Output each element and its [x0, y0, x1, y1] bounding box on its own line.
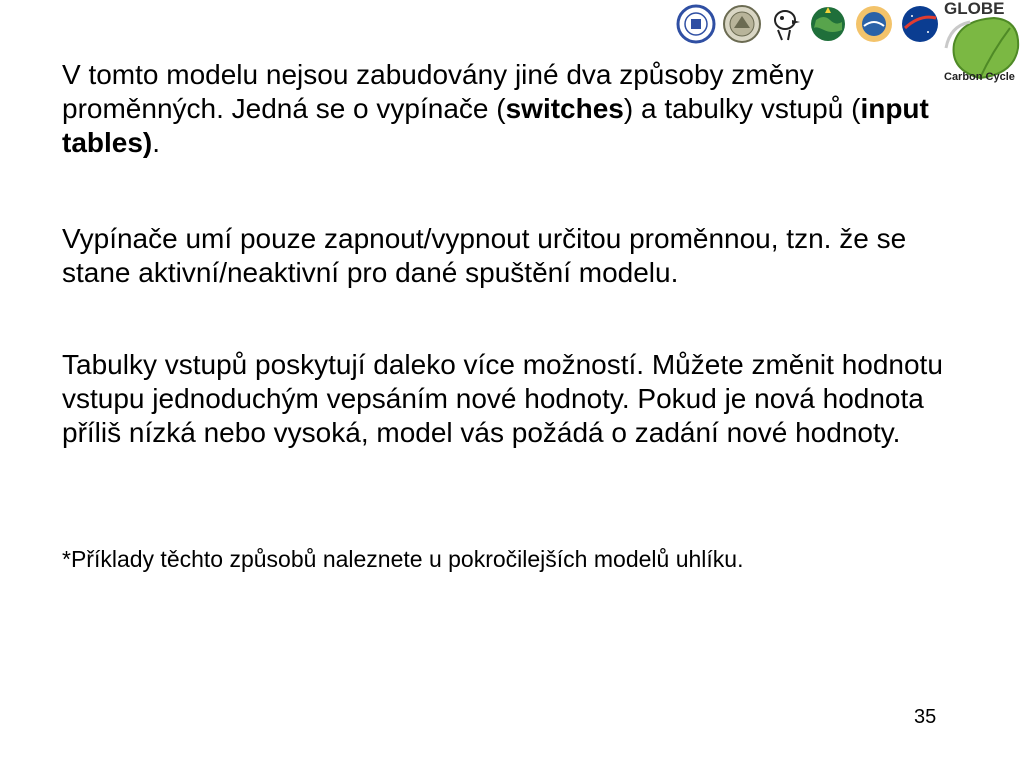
- paragraph-switches: Vypínače umí pouze zapnout/vypnout určitou proměnnou, tzn. že se stane aktivní/neaktivní pro dané spuštění modelu.: [62, 223, 907, 288]
- page-number: 35: [914, 706, 937, 728]
- paragraph-input-tables: Tabulky vstupů poskytují daleko více možností. Můžete změnit hodnotu vstupu jednoduchým vepsáním nové hodnoty. Pokud je nová hodnota příliš nízká nebo vysoká, model vás požádá o zadání nové hodnoty.: [62, 349, 943, 448]
- p1-text-c: .: [152, 127, 161, 158]
- carbon-cycle-label: Carbon Cycle: [944, 71, 1015, 83]
- partner-logos: [676, 2, 946, 46]
- nasa-logo-icon: [900, 4, 940, 44]
- globe-program-icon: [808, 4, 848, 44]
- p1-text-b: ) a tabulky vstupů (: [623, 93, 861, 124]
- input-tables-term: input tables): [62, 93, 929, 158]
- charlie-bird-cartoon-icon: [768, 4, 802, 44]
- globe-title: GLOBE: [944, 0, 1005, 18]
- university-seal-icon: [722, 4, 762, 44]
- university-of-new-hampshire-seal-icon: [676, 4, 716, 44]
- p1-text-a: V tomto modelu nejsou zabudovány jiné dva způsoby změny proměnných. Jedná se o vypínače (: [62, 59, 814, 124]
- paragraph-switches-and-input-tables: [62, 58, 962, 160]
- switches-term: switches: [505, 93, 624, 124]
- footnote: *Příklady těchto způsobů naleznete u pokročilejších modelů uhlíku.: [62, 546, 744, 572]
- nsf-logo-icon: [854, 4, 894, 44]
